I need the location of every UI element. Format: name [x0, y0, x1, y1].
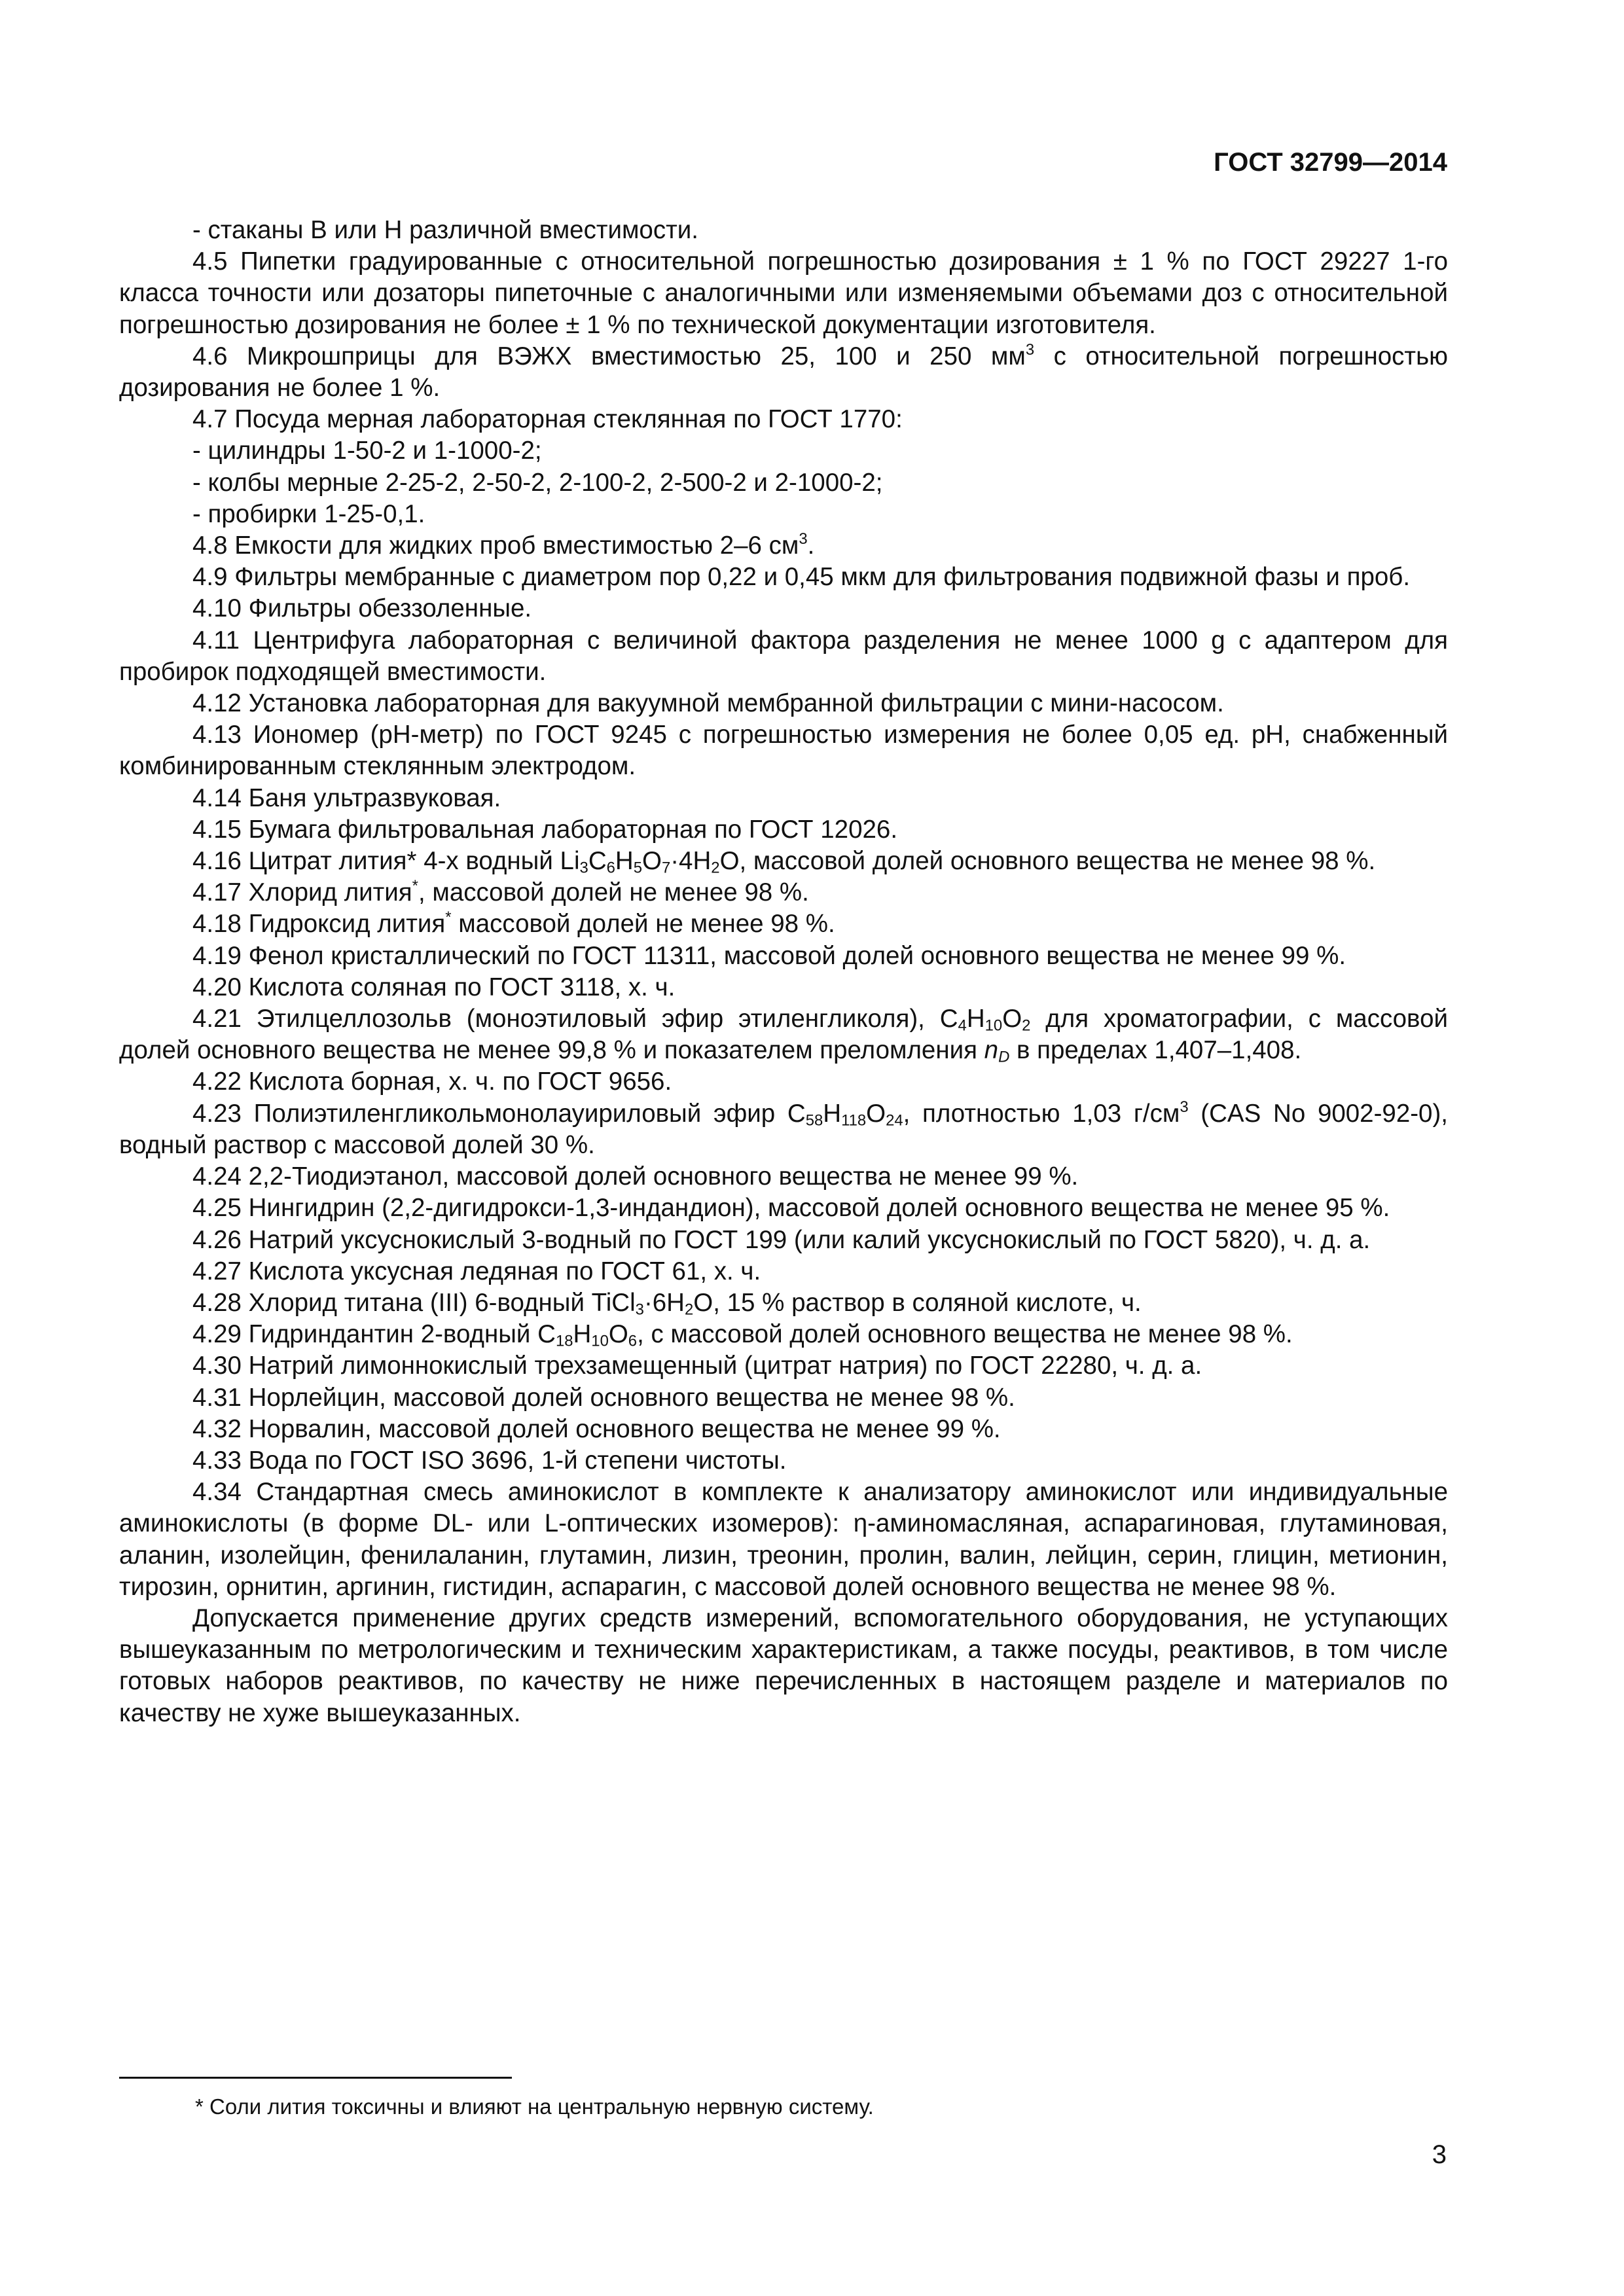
text-segment: 3 [799, 530, 808, 548]
text-segment: - колбы мерные 2-25-2, 2-50-2, 2-100-2, 2-500-2 и 2-1000-2; [192, 468, 883, 497]
text-segment: 10 [591, 1332, 609, 1350]
text-segment: 2 [1022, 1016, 1031, 1035]
footnote-separator [119, 2077, 512, 2079]
paragraph [119, 1445, 1448, 1477]
text-segment: 4.17 Хлорид лития [192, 878, 412, 907]
text-segment: 2 [685, 1300, 694, 1319]
paragraph [119, 719, 1448, 782]
paragraph [119, 530, 1448, 562]
paragraph [119, 1350, 1448, 1382]
paragraph [119, 1382, 1448, 1414]
text-segment: 4 [958, 1016, 967, 1035]
text-segment: 4.19 Фенол кристаллический по ГОСТ 11311, массовой долей основного вещества не менее 99 %. [192, 941, 1346, 970]
paragraph [119, 625, 1448, 688]
text-segment: 4.18 Гидроксид лития [192, 910, 446, 939]
text-segment: 4.11 Центрифуга лабораторная с величиной фактора разделения не менее 1000 g с адаптером для пробирок подходящей вместимости. [119, 626, 1448, 686]
text-segment: 4.25 Нингидрин (2,2-дигидрокси-1,3-индандион), массовой долей основного вещества не менее 95 %. [192, 1194, 1390, 1223]
paragraph [119, 1256, 1448, 1287]
paragraph [119, 1003, 1448, 1066]
text-segment: 4.23 Полиэтиленгликольмонолауириловый эфир C [192, 1099, 806, 1128]
text-segment: для хроматографии, с массовой долей основного вещества не менее 99,8 % и показателем преломления [119, 1005, 1448, 1065]
text-segment: 4.31 Норлейцин, массовой долей основного вещества не менее 98 %. [192, 1383, 1015, 1412]
text-segment: * [445, 908, 452, 927]
paragraph [119, 499, 1448, 530]
text-segment: 4.21 Этилцеллозольв (моноэтиловый эфир этиленгликоля), C [192, 1005, 958, 1033]
paragraph [119, 467, 1448, 499]
text-segment: в пределах 1,407–1,408. [1009, 1036, 1302, 1065]
text-segment: H [966, 1005, 985, 1033]
paragraph [119, 1603, 1448, 1729]
text-segment: 4.33 Вода по ГОСТ ISO 3696, 1-й степени чистоты. [192, 1446, 787, 1475]
text-segment: 4.29 Гидриндантин 2-водный C [192, 1320, 556, 1349]
text-segment: - цилиндры 1-50-2 и 1-1000-2; [192, 437, 542, 465]
text-segment: O [866, 1099, 886, 1128]
text-segment: - стаканы В или Н различной вместимости. [192, 216, 698, 244]
footnote: * Соли лития токсичны и влияют на центральную нервную систему. [195, 2094, 874, 2119]
text-segment: H [823, 1099, 842, 1128]
text-segment: 4.10 Фильтры обеззоленные. [192, 594, 532, 623]
text-segment: - пробирки 1-25-0,1. [192, 499, 425, 528]
paragraph [119, 1066, 1448, 1098]
text-segment: H [573, 1320, 592, 1349]
text-segment: 4.22 Кислота борная, х. ч. по ГОСТ 9656. [192, 1067, 672, 1096]
paragraph [119, 215, 1448, 246]
paragraph [119, 908, 1448, 940]
text-segment: 5 [633, 859, 642, 877]
text-segment: 4.9 Фильтры мембранные с диаметром пор 0,22 и 0,45 мкм для фильтрования подвижной фазы и проб. [192, 563, 1411, 592]
text-segment: O [608, 1320, 628, 1349]
text-segment: Допускается применение других средств измерений, вспомогательного оборудования, не уступающих вышеуказанным по метрологическим и техническим характеристикам, а также посуды, реактивов, в том числе готовых наборов реактивов, по качеству не ниже перечисленных в настоящем разделе и материалов по качеству не хуже вышеуказанных. [119, 1604, 1448, 1727]
text-segment: 118 [841, 1111, 867, 1129]
text-segment: 18 [555, 1332, 573, 1350]
paragraph [119, 1193, 1448, 1224]
text-segment: 10 [984, 1016, 1003, 1035]
text-segment: 4.34 Стандартная смесь аминокислот в комплекте к анализатору аминокислот или индивидуальные аминокислоты (в форме DL- или L-оптических изомеров): η-аминомасляная, аспарагиновая, глутаминовая, аланин, изолейцин, фенилаланин, глутамин, лизин, треонин, пролин, валин, лейцин, серин, глицин, метионин, тирозин, орнитин, аргинин, гистидин, аспарагин, с массовой долей основного вещества не менее 98 %. [119, 1478, 1448, 1601]
text-segment: 3 [579, 859, 588, 877]
paragraph [119, 1098, 1448, 1161]
paragraph [119, 877, 1448, 908]
text-segment: массовой долей не менее 98 %. [451, 910, 835, 939]
paragraph [119, 846, 1448, 877]
text-segment: O [1002, 1005, 1022, 1033]
text-segment: 4.5 Пипетки градуированные с относительной погрешностью дозирования ± 1 % по ГОСТ 29227 1-го класса точности или дозаторы пипеточные с аналогичными или изменяемыми объемами доз с относительной погрешностью дозирования не более ± 1 % по технической документации изготовителя. [119, 247, 1448, 339]
paragraph [119, 246, 1448, 341]
text-segment: ·4H [670, 847, 712, 876]
text-segment: 3 [635, 1300, 644, 1319]
text-segment: 58 [805, 1111, 823, 1129]
paragraph [119, 562, 1448, 593]
paragraph [119, 404, 1448, 435]
page-number: 3 [1432, 2140, 1447, 2169]
text-segment: , плотностью 1,03 г/см [903, 1099, 1180, 1128]
paragraph [119, 941, 1448, 972]
text-segment: 4.20 Кислота соляная по ГОСТ 3118, х. ч. [192, 973, 676, 1001]
paragraph [119, 1319, 1448, 1350]
paragraph [119, 593, 1448, 624]
paragraph [119, 814, 1448, 846]
text-segment: 6 [606, 859, 615, 877]
paragraph [119, 1414, 1448, 1445]
text-segment: 3 [1025, 341, 1035, 359]
paragraph [119, 1161, 1448, 1193]
text-segment: 4.30 Натрий лимоннокислый трехзамещенный (цитрат натрия) по ГОСТ 22280, ч. д. а. [192, 1352, 1202, 1380]
text-segment: O, массовой долей основного вещества не менее 98 %. [719, 847, 1376, 876]
paragraph [119, 1477, 1448, 1603]
text-segment: O [642, 847, 662, 876]
text-segment: 4.24 2,2-Тиодиэтанол, массовой долей основного вещества не менее 99 %. [192, 1162, 1079, 1191]
text-segment: . [807, 531, 815, 560]
text-segment: 4.13 Иономер (рН-метр) по ГОСТ 9245 с погрешностью измерения не более 0,05 ед. рН, снабженный комбинированным стеклянным электродом. [119, 721, 1448, 781]
text-segment: 4.32 Норвалин, массовой долей основного вещества не менее 99 %. [192, 1414, 1001, 1443]
text-segment: , массовой долей не менее 98 %. [418, 878, 809, 907]
paragraph [119, 783, 1448, 814]
text-segment: ·6H [643, 1288, 685, 1317]
text-segment: * [412, 877, 418, 895]
standard-header: ГОСТ 32799—2014 [1214, 148, 1447, 177]
text-segment: 6 [628, 1332, 638, 1350]
text-segment: 4.7 Посуда мерная лабораторная стеклянная по ГОСТ 1770: [192, 405, 903, 434]
text-segment: 2 [711, 859, 720, 877]
paragraph [119, 688, 1448, 719]
paragraph [119, 1287, 1448, 1319]
text-segment: , с массовой долей основного вещества не менее 98 %. [637, 1320, 1293, 1349]
text-segment: 4.15 Бумага фильтровальная лабораторная по ГОСТ 12026. [192, 815, 898, 844]
text-segment: 4.16 Цитрат лития* 4-х водный Li [192, 847, 580, 876]
text-segment: 4.26 Натрий уксуснокислый 3-водный по ГОСТ 199 (или калий уксуснокислый по ГОСТ 5820), ч. д. а. [192, 1225, 1371, 1254]
paragraph [119, 972, 1448, 1003]
text-segment: H [615, 847, 634, 876]
text-segment: 4.6 Микрошприцы для ВЭЖХ вместимостью 25, 100 и 250 мм [192, 342, 1026, 370]
text-segment: O, 15 % раствор в соляной кислоте, ч. [693, 1288, 1142, 1317]
text-segment: 4.28 Хлорид титана (III) 6-водный TiCl [192, 1288, 636, 1317]
text-segment: с относительной погрешностью дозирования не более 1 %. [119, 342, 1449, 403]
text-segment: (CAS No 9002-92-0), водный раствор с массовой долей 30 %. [119, 1099, 1448, 1159]
text-segment: 3 [1180, 1098, 1189, 1116]
text-segment: n [984, 1036, 999, 1065]
text-segment: 24 [886, 1111, 903, 1129]
text-segment: 7 [661, 859, 671, 877]
text-segment: 4.14 Баня ультразвуковая. [192, 783, 501, 812]
text-segment: C [588, 847, 607, 876]
paragraph [119, 435, 1448, 467]
text-segment: 4.8 Емкости для жидких проб вместимостью 2–6 см [192, 531, 799, 560]
document-body [119, 215, 1448, 1729]
text-segment: 4.12 Установка лабораторная для вакуумной мембранной фильтрации с мини-насосом. [192, 689, 1224, 718]
text-segment: 4.27 Кислота уксусная ледяная по ГОСТ 61, х. ч. [192, 1257, 761, 1285]
paragraph [119, 1225, 1448, 1256]
paragraph [119, 341, 1448, 404]
text-segment: D [998, 1048, 1010, 1066]
